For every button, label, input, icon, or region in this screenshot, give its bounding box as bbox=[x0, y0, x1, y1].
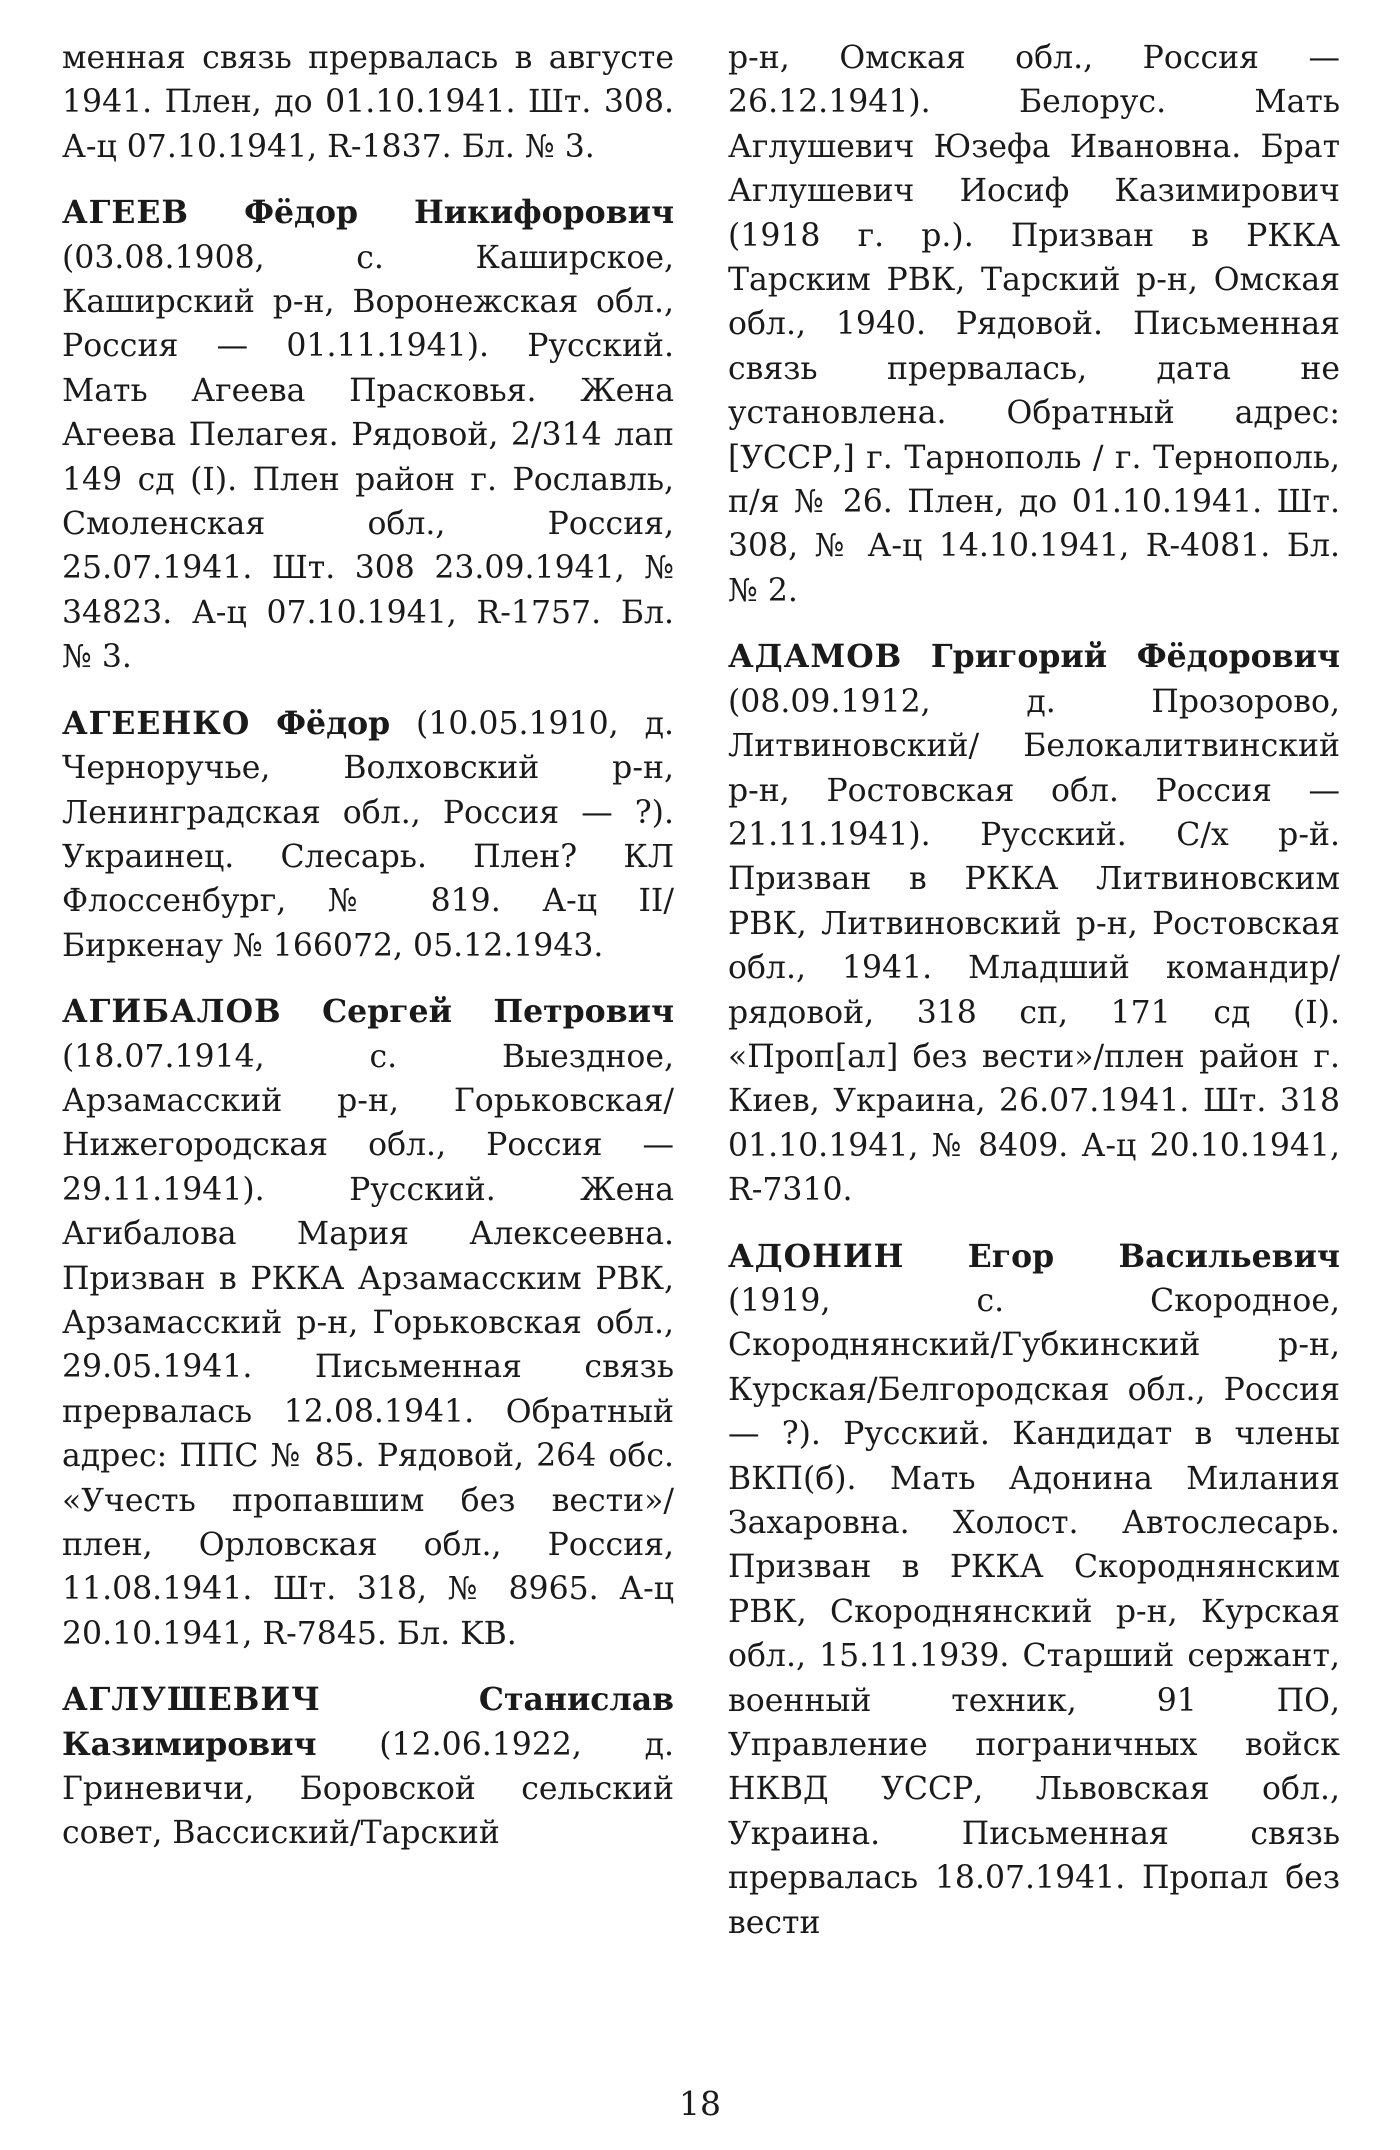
biographical-entry bbox=[62, 702, 674, 968]
entry-given-names: Станислав Казимирович bbox=[62, 1681, 674, 1763]
entry-given-names: Фёдор bbox=[276, 704, 391, 742]
biographical-entry bbox=[62, 191, 674, 679]
biographical-entry bbox=[62, 990, 674, 1656]
right-column bbox=[728, 36, 1340, 1967]
entry-surname: АГЛУШЕВИЧ bbox=[62, 1681, 321, 1719]
biographical-entry bbox=[728, 1235, 1340, 1946]
left-column bbox=[62, 36, 674, 1878]
entry-given-names: Фёдор Никифорович bbox=[244, 194, 674, 232]
entry-details: (18.07.1914, с. Выездное, Арзамасский р-н, Горьковская/ Нижегородская обл., Россия — 29.11.1941). Русский. Жена Агибалова Мария Алексеевна. Призван в РККА Арзамасским РВК, Арзамасский р-н, Горьковская обл., 29.05.1941. Письменная связь прервалась 12.08.1941. Обратный адрес: ППС № 85. Рядовой, 264 обс. «Учесть пропавшим без вести»/ плен, Орловская обл., Россия, 11.08.1941. Шт. 318, № 8965. А-ц 20.10.1941, R-7845. Бл. KB. bbox=[62, 1038, 674, 1652]
entry-given-names: Григорий Фёдорович bbox=[930, 638, 1340, 676]
entry-surname: АДОНИН bbox=[728, 1237, 905, 1275]
entry-details: (12.06.1922, д. Гриневичи, Боровской сельский совет, Вассиский/Тарский bbox=[62, 1726, 674, 1852]
entry-details: (1919, с. Скородное, Скороднянский/Губкинский р-н, Курская/Белгородская обл., Россия — ?). Русский. Кандидат в члены ВКП(б). Мать Адонина Милания Захаровна. Холост. Автослесарь. Призван в РККА Скороднянским РВК, Скороднянский р-н, Курская обл., 15.11.1939. Старший сержант, военный техник, 91 ПО, Управление пограничных войск НКВД УССР, Львовская обл., Украина. Письменная связь прервалась 18.07.1941. Пропал без вести bbox=[728, 1282, 1340, 1941]
entry-given-names: Егор Васильевич bbox=[967, 1237, 1340, 1275]
entry-details: (03.08.1908, с. Каширское, Каширский р-н, Воронежская обл., Россия — 01.11.1941). Русский. Мать Агеева Прасковья. Жена Агеева Пелагея. Рядовой, 2/314 лап 149 сд (I). Плен район г. Рославль, Смоленская обл., Россия, 25.07.1941. Шт. 308 23.09.1941, № 34823. А-ц 07.10.1941, R-1757. Бл. № 3. bbox=[62, 239, 674, 676]
entry-surname: АГЕЕНКО bbox=[62, 704, 251, 742]
entry-surname: АДАМОВ bbox=[728, 638, 903, 676]
page-number: 18 bbox=[679, 2084, 721, 2123]
book-page bbox=[62, 36, 1340, 2066]
entry-surname: АГЕЕВ bbox=[62, 194, 190, 232]
continued-entry-fragment: р-н, Омская обл., Россия — 26.12.1941). Белорус. Мать Аглушевич Юзефа Ивановна. Брат Аглушевич Иосиф Казимирович (1918 г. р.). Призван в РККА Тарским РВК, Тарский р-н, Омская обл., 1940. Рядовой. Письменная связь прервалась, дата не установлена. Обратный адрес: [УССР,] г. Тарнополь / г. Тернополь, п/я № 26. Плен, до 01.10.1941. Шт. 308, № А-ц 14.10.1941, R-4081. Бл. № 2. bbox=[728, 40, 1340, 609]
entry-given-names: Сергей Петрович bbox=[322, 993, 674, 1031]
entry-surname: АГИБАЛОВ bbox=[62, 993, 282, 1031]
biographical-entry bbox=[728, 635, 1340, 1212]
biographical-entry bbox=[62, 1678, 674, 1856]
continued-entry-fragment: менная связь прервалась в августе 1941. Плен, до 01.10.1941. Шт. 308. А-ц 07.10.1941, R-1837. Бл. № 3. bbox=[62, 40, 674, 165]
entry-details: (08.09.1912, д. Прозорово, Литвиновский/ Белокалитвинский р-н, Ростовская обл. Россия — 21.11.1941). Русский. С/х р-й. Призван в РККА Литвиновским РВК, Литвиновский р-н, Ростовская обл., 1941. Младший командир/рядовой, 318 сп, 171 сд (I). «Проп[ал] без вести»/плен район г. Киев, Украина, 26.07.1941. Шт. 318 01.10.1941, № 8409. А-ц 20.10.1941, R-7310. bbox=[728, 683, 1340, 1209]
entry-details: (10.05.1910, д. Черноручье, Волховский р-н, Ленинградская обл., Россия — ?). Украинец. Слесарь. Плен? КЛ Флоссенбург, № 819. А-ц II/Биркенау № 166072, 05.12.1943. bbox=[62, 705, 674, 964]
